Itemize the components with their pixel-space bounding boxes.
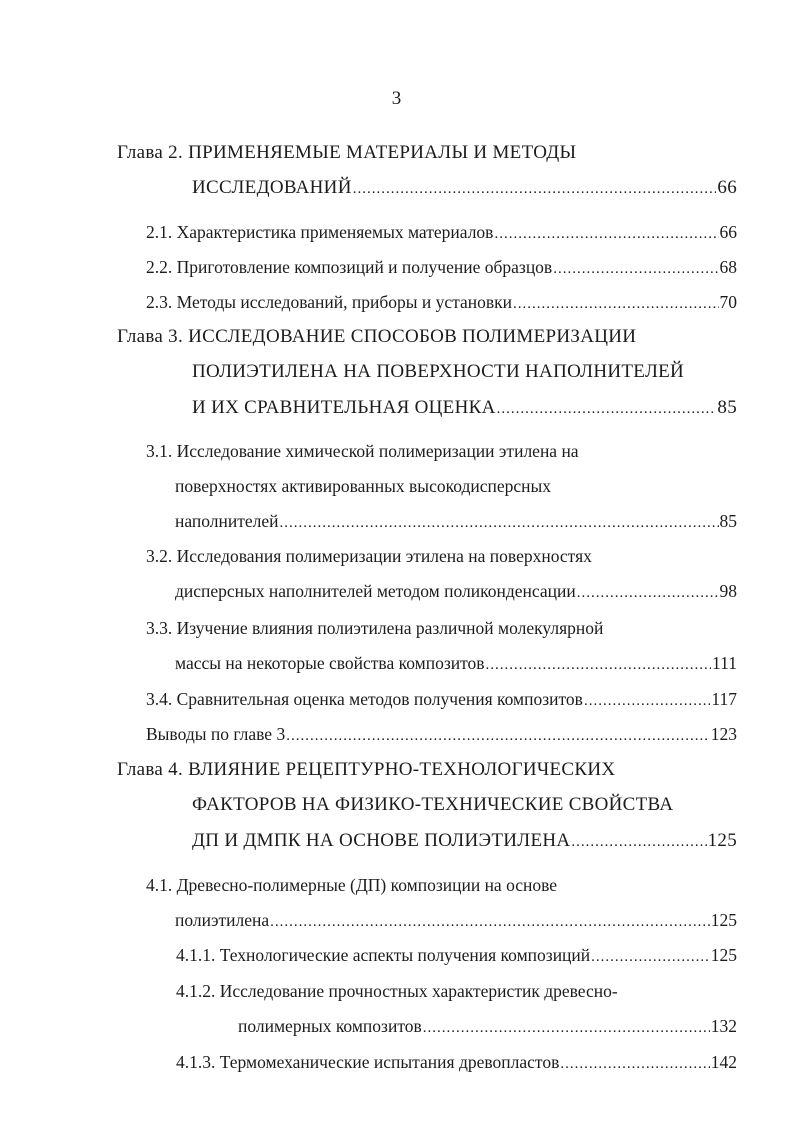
ch2-label: Глава 2. — [117, 142, 184, 163]
toc-entry-text: Древесно-полимерные (ДП) композиции на основе — [176, 875, 558, 895]
toc-entry-4-1-3 — [176, 1049, 737, 1075]
toc-entry-text: Характеристика применяемых материалов — [176, 222, 494, 242]
toc-ch2-heading — [117, 140, 737, 166]
toc-leader — [591, 944, 710, 970]
toc-entry-4-1-1 — [176, 942, 737, 968]
toc-entry-text: Исследование прочностных характеристик древесно- — [219, 981, 618, 1001]
toc-entry-4-1-2 — [176, 978, 737, 1004]
ch4-page: 125 — [707, 830, 737, 851]
toc-entry-3-3-cont — [175, 650, 737, 676]
toc-entry-page: 123 — [710, 724, 737, 744]
toc-leader — [494, 221, 718, 247]
toc-entry-num: 3.3. — [146, 618, 173, 638]
toc-entry-4-1 — [146, 872, 737, 898]
toc-entry-num: 4.1.3. — [176, 1052, 216, 1072]
ch3-title-line-2: ПОЛИЭТИЛЕНА НА ПОВЕРХНОСТИ НАПОЛНИТЕЛЕЙ — [192, 361, 685, 382]
toc-leader — [423, 1015, 710, 1041]
ch3-title-line-1: ИССЛЕДОВАНИЕ СПОСОБОВ ПОЛИМЕРИЗАЦИИ — [188, 326, 637, 347]
ch2-title-line-1: ПРИМЕНЯЕМЫЕ МАТЕРИАЛЫ И МЕТОДЫ — [188, 142, 577, 163]
toc-entry-text: Исследования полимеризации этилена на поверхностях — [176, 546, 592, 566]
toc-entry-page: 132 — [710, 1016, 737, 1036]
toc-leader — [513, 291, 718, 317]
toc-entry-3-2 — [146, 543, 737, 569]
toc-entry-text: поверхностях активированных высокодисперсных — [175, 476, 552, 496]
toc-entry-3-1-cont — [175, 473, 737, 499]
toc-ch4-title-cont-2 — [192, 828, 737, 854]
toc-entry-page: 111 — [712, 653, 737, 673]
toc-entry-2-1 — [146, 219, 737, 245]
toc-entry-num: 3.1. — [146, 441, 173, 461]
toc-entry-2-3 — [146, 289, 737, 315]
toc-entry-text: массы на некоторые свойства композитов — [175, 653, 485, 673]
toc-entry-3-4 — [146, 686, 737, 712]
toc-entry-4-1-cont — [175, 907, 737, 933]
toc-leader — [571, 829, 706, 855]
toc-leader — [553, 256, 718, 282]
ch4-title-line-2: ФАКТОРОВ НА ФИЗИКО-ТЕХНИЧЕСКИЕ СВОЙСТВА — [192, 794, 674, 815]
toc-entry-num: 3.4. — [146, 689, 173, 709]
toc-leader — [486, 652, 712, 678]
toc-leader — [270, 909, 710, 935]
toc-leader — [353, 176, 717, 202]
toc-entry-3-2-cont — [175, 578, 737, 604]
toc-leader — [584, 688, 710, 714]
toc-entry-3-3 — [146, 615, 737, 641]
toc-ch3-heading — [117, 324, 737, 350]
toc-entry-page: 117 — [711, 689, 737, 709]
toc-entry-page: 125 — [710, 945, 737, 965]
toc-ch3-title-cont — [192, 359, 737, 385]
toc-entry-text: дисперсных наполнителей методом поликонденсации — [175, 581, 576, 601]
toc-ch2-title-cont — [192, 175, 737, 201]
toc-entry-num: 4.1. — [146, 875, 173, 895]
toc-leader — [560, 1051, 709, 1077]
toc-entry-page: 68 — [719, 257, 737, 277]
toc-entry-num: 2.1. — [146, 222, 173, 242]
toc-entry-4-1-2-cont — [238, 1013, 737, 1039]
page-number: 3 — [391, 88, 402, 109]
toc-leader — [497, 396, 717, 422]
toc-entry-ch3-conclusions — [146, 721, 737, 747]
toc-entry-page: 142 — [710, 1052, 737, 1072]
toc-leader — [577, 580, 719, 606]
toc-entry-text: Выводы по главе 3 — [146, 724, 286, 744]
toc-ch4-heading — [117, 757, 737, 783]
toc-entry-num: 4.1.1. — [176, 945, 216, 965]
toc-entry-text: полиэтилена — [175, 910, 270, 930]
toc-entry-text: Методы исследований, приборы и установки — [176, 292, 513, 312]
toc-entry-page: 98 — [719, 581, 737, 601]
ch3-title-line-3: И ИХ СРАВНИТЕЛЬНАЯ ОЦЕНКА — [192, 397, 496, 418]
toc-entry-text: Изучение влияния полиэтилена различной молекулярной — [176, 618, 604, 638]
ch4-label: Глава 4. — [117, 759, 184, 780]
toc-entry-3-1-cont-2 — [175, 508, 737, 534]
ch4-title-line-3: ДП И ДМПК НА ОСНОВЕ ПОЛИЭТИЛЕНА — [192, 830, 571, 851]
toc-entry-page: 125 — [710, 910, 737, 930]
toc-entry-num: 3.2. — [146, 546, 173, 566]
ch2-page: 66 — [717, 177, 737, 198]
toc-entry-num: 4.1.2. — [176, 981, 216, 1001]
toc-entry-num: 2.3. — [146, 292, 173, 312]
toc-entry-text: Термомеханические испытания древопластов — [219, 1052, 560, 1072]
toc-entry-text: наполнителей — [175, 511, 279, 531]
toc-entry-3-1 — [146, 438, 737, 464]
toc-leader — [286, 723, 710, 749]
toc-entry-num: 2.2. — [146, 257, 173, 277]
ch4-title-line-1: ВЛИЯНИЕ РЕЦЕПТУРНО-ТЕХНОЛОГИЧЕСКИХ — [188, 759, 616, 780]
ch3-page: 85 — [717, 397, 737, 418]
toc-entry-page: 66 — [719, 222, 737, 242]
toc-entry-text: Приготовление композиций и получение образцов — [176, 257, 553, 277]
ch3-label: Глава 3. — [117, 326, 184, 347]
toc-entry-text: Сравнительная оценка методов получения композитов — [176, 689, 583, 709]
toc-entry-text: полимерных композитов — [238, 1016, 422, 1036]
toc-entry-text: Исследование химической полимеризации этилена на — [176, 441, 579, 461]
toc-entry-2-2 — [146, 254, 737, 280]
toc-entry-page: 85 — [719, 511, 737, 531]
toc-entry-text: Технологические аспекты получения композиций — [219, 945, 591, 965]
toc-ch3-title-cont-2 — [192, 395, 737, 421]
ch2-title-line-2: ИССЛЕДОВАНИЙ — [192, 177, 352, 198]
toc-entry-page: 70 — [719, 292, 737, 312]
toc-ch4-title-cont — [192, 792, 737, 818]
toc-leader — [280, 510, 719, 536]
